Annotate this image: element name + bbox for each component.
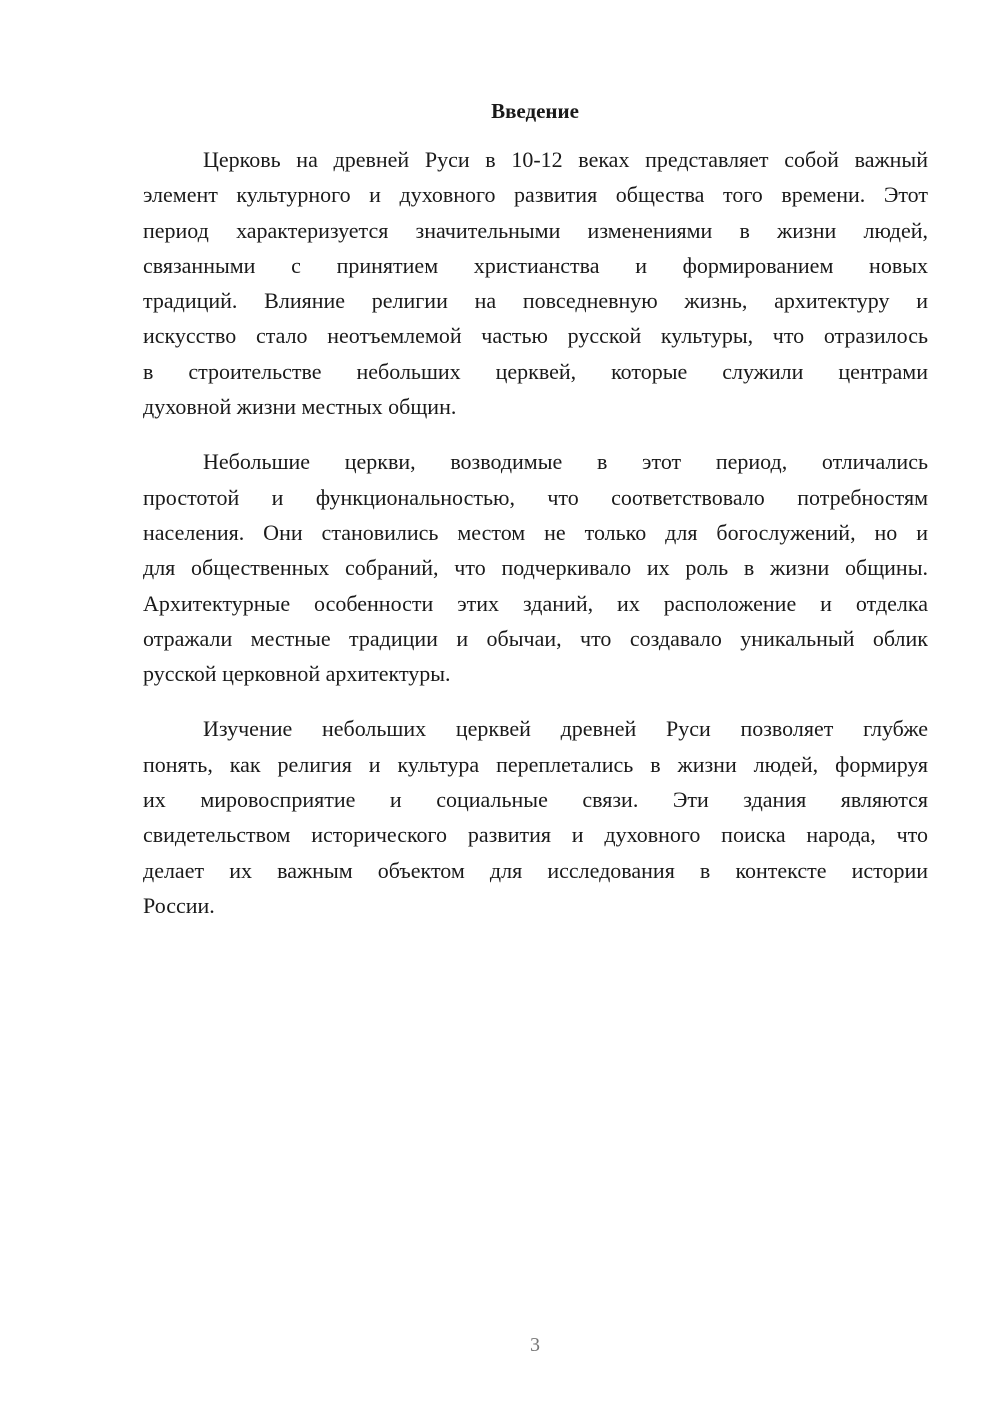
paragraph bbox=[143, 142, 928, 424]
text-line: их мировосприятие и социальные связи. Эти здания являются bbox=[143, 787, 928, 813]
text-line: в строительстве небольших церквей, которые служили центрами bbox=[143, 358, 928, 384]
text-line: России. bbox=[143, 892, 215, 918]
text-line: русской церковной архитектуры. bbox=[143, 661, 451, 687]
text-line: Архитектурные особенности этих зданий, их расположение и отделка bbox=[143, 590, 928, 616]
document-body bbox=[143, 142, 928, 943]
text-line: простотой и функциональностью, что соответствовало потребностям bbox=[143, 484, 928, 510]
text-line: населения. Они становились местом не только для богослужений, но и bbox=[143, 519, 928, 545]
text-line: связанными с принятием христианства и формированием новых bbox=[143, 252, 928, 278]
text-line: Церковь на древней Руси в 10-12 веках представляет собой важный bbox=[203, 147, 928, 172]
page-number: 3 bbox=[530, 1334, 540, 1356]
text-line: искусство стало неотъемлемой частью русской культуры, что отразилось bbox=[143, 323, 928, 349]
text-line: Небольшие церкви, возводимые в этот период, отличались bbox=[203, 449, 928, 475]
paragraph bbox=[143, 444, 928, 691]
text-line: элемент культурного и духовного развития общества того времени. Этот bbox=[143, 182, 928, 208]
text-line: для общественных собраний, что подчеркивало их роль в жизни общины. bbox=[143, 555, 928, 581]
paragraph bbox=[143, 711, 928, 923]
text-line: традиций. Влияние религии на повседневную жизнь, архитектуру и bbox=[143, 288, 928, 314]
text-line: понять, как религия и культура переплетались в жизни людей, формируя bbox=[143, 751, 928, 777]
page-title: Введение bbox=[491, 99, 579, 123]
text-line: свидетельством исторического развития и духовного поиска народа, что bbox=[143, 822, 928, 848]
text-line: духовной жизни местных общин. bbox=[143, 394, 457, 420]
text-line: период характеризуется значительными изменениями в жизни людей, bbox=[143, 217, 928, 243]
text-line: отражали местные традиции и обычаи, что создавало уникальный облик bbox=[143, 625, 928, 651]
text-line: Изучение небольших церквей древней Руси позволяет глубже bbox=[203, 716, 928, 742]
text-line: делает их важным объектом для исследования в контексте истории bbox=[143, 857, 928, 883]
